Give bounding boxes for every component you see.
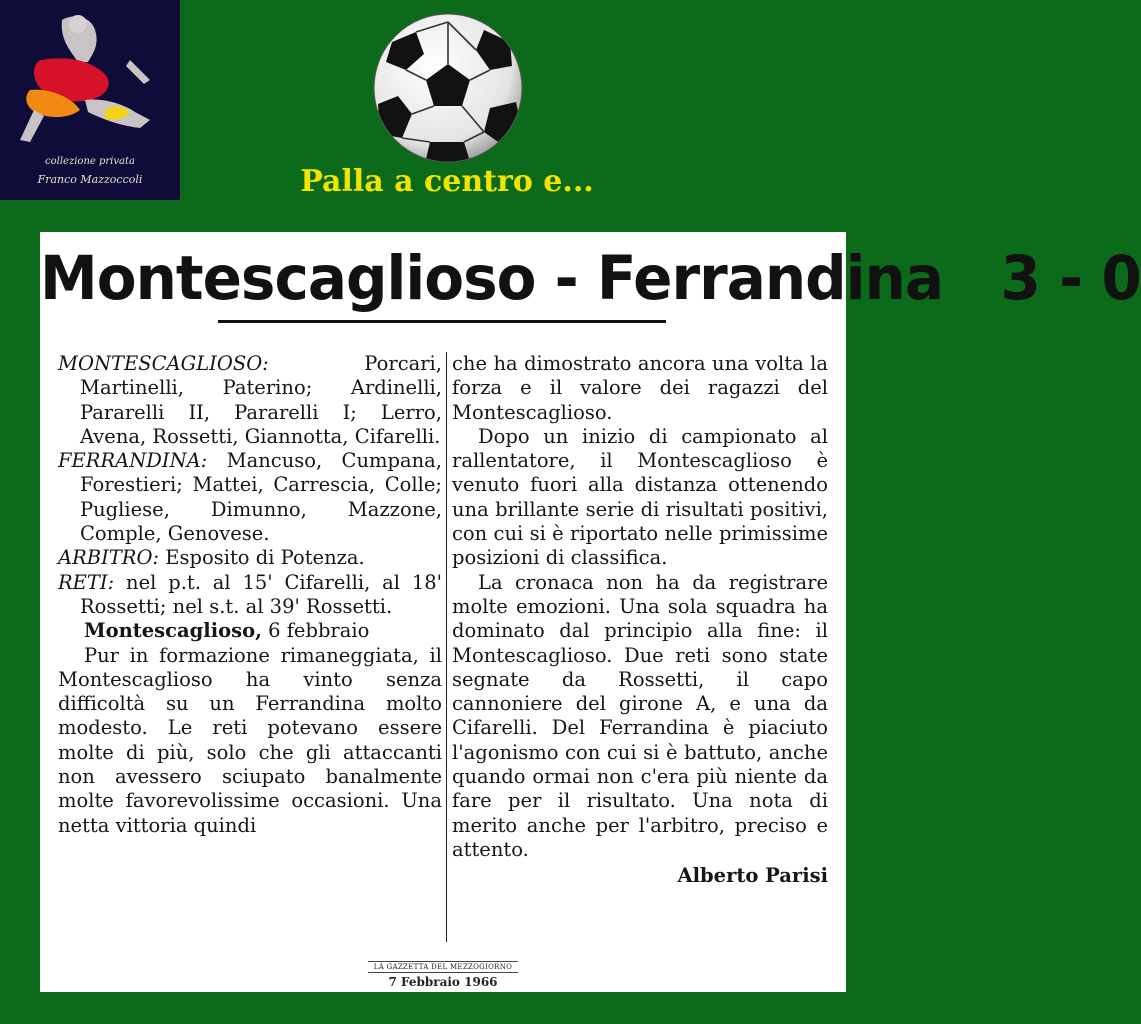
soccer-player-illustration-icon <box>0 0 180 160</box>
headline-rule <box>218 320 666 323</box>
dateline-place: Montescaglioso, <box>84 619 262 643</box>
referee-line <box>58 546 442 570</box>
team1-label: MONTESCAGLIOSO: <box>58 352 269 375</box>
team2-label: FERRANDINA: <box>58 449 208 473</box>
article-right-column <box>452 352 828 889</box>
tagline: Palla a centro e... <box>300 164 594 199</box>
goals-text: nel p.t. al 15' Cifarelli, al 18' Rossetti; nel s.t. al 39' Rossetti. <box>80 570 442 618</box>
article-paragraph-1: che ha dimostrato ancora una volta la forza e il valore dei ragazzi del Montescaglioso. <box>452 352 828 424</box>
lineup-team2 <box>58 449 442 546</box>
publication-date: 7 Febbraio 1966 <box>388 975 498 989</box>
referee-label: ARBITRO: <box>58 546 160 570</box>
goals-label: RETI: <box>58 570 115 594</box>
team2-players: Mancuso, Cumpana, Forestieri; Mattei, Carrescia, Colle; Pugliese, Dimunno, Mazzone, Comple, Genovese. <box>80 449 442 546</box>
dateline <box>58 619 442 643</box>
lineup-team1 <box>58 352 442 449</box>
article-paragraph-2: Dopo un inizio di campionato al rallentatore, il Montescaglioso è venuto fuori alla distanza ottenendo una brillante serie di risultati positivi, con cui si è riportato nelle primissime posizioni di classifica. <box>452 424 828 570</box>
source-credit <box>40 954 846 989</box>
goals-line <box>58 571 442 620</box>
column-divider <box>446 352 447 942</box>
headline: Montescaglioso - Ferrandina 3 - 0 <box>40 242 1141 314</box>
author-signature: Alberto Parisi <box>677 864 828 888</box>
referee-name: Esposito di Potenza. <box>165 546 365 570</box>
soccer-ball-icon <box>372 12 524 164</box>
newspaper-name: LA GAZZETTA DEL MEZZOGIORNO <box>368 961 518 973</box>
dateline-date: 6 febbraio <box>268 619 370 643</box>
article-paragraph-3: La cronaca non ha da registrare molte emozioni. Una sola squadra ha dominato dal principio alla fine: il Montescaglioso. Due reti sono state segnate da Rossetti, il capo cannoniere del girone A, e una da Cifarelli. Del Ferrandina è piaciuto l'agonismo con cui si è battuto, anche quando ormai non c'era più niente da fare per il risultato. Una nota di merito anche per l'arbitro, preciso e attento. <box>452 570 828 861</box>
logo-caption-line1: collezione privata <box>45 156 135 167</box>
logo-caption-line2: Franco Mazzoccoli <box>37 173 143 186</box>
article-left-column <box>58 352 442 838</box>
article-body-start: Pur in formazione rimaneggiata, il Montescaglioso ha vinto senza difficoltà su un Ferrandina molto modesto. Le reti potevano essere molte di più, solo che gli attaccanti non avessero sciupato banalmente molte favorevolissime occasioni. Una netta vittoria quindi <box>58 643 442 837</box>
newspaper-clipping <box>40 232 1141 992</box>
team1-players: Porcari, Martinelli, Paterino; Ardinelli, Pararelli II, Pararelli I; Lerro, Avena, Rossetti, Giannotta, Cifarelli. <box>80 352 442 448</box>
